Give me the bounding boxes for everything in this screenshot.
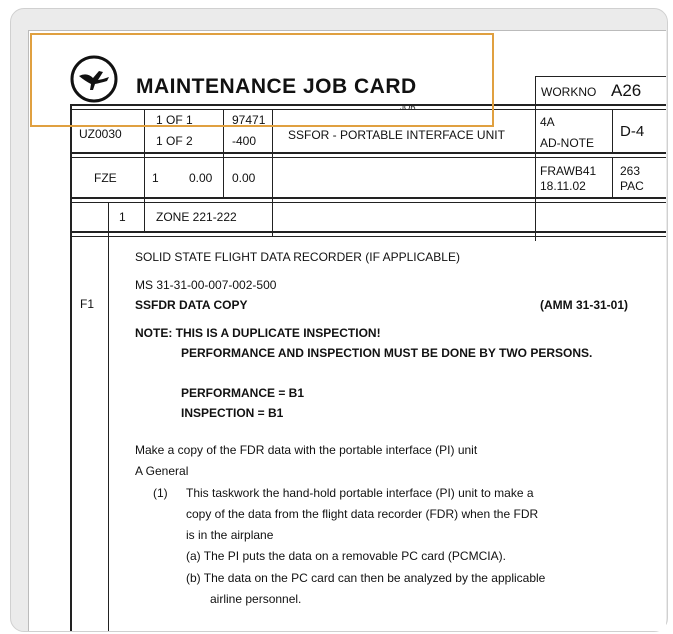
substep-b-line-2: airline personnel.	[210, 592, 302, 606]
station-cell: FZE	[94, 171, 117, 185]
amm-reference: (AMM 31-31-01)	[540, 298, 629, 312]
paragraph-1: Make a copy of the FDR data with the portable interface (PI) unit	[135, 443, 478, 457]
qty-cell: 1	[152, 171, 159, 185]
page-title: MAINTENANCE JOB CARD	[136, 75, 417, 98]
num-b-cell: -400	[232, 134, 257, 148]
row1-bottom-rule-2	[71, 157, 666, 158]
row2-bottom-rule	[71, 197, 666, 199]
col-divider-3	[272, 109, 273, 236]
ref-c-cell: D-4	[620, 123, 645, 140]
performance-line: PERFORMANCE = B1	[181, 386, 305, 400]
num-a-cell: 97471	[232, 113, 266, 127]
date-cell: 18.11.02	[540, 179, 586, 193]
zone-cell: ZONE 221-222	[156, 210, 237, 224]
table-top-rule	[71, 104, 666, 106]
substep-a: (a) The PI puts the data on a removable PC card (PCMCIA).	[186, 549, 506, 563]
ref-a-cell: 4A	[540, 115, 555, 129]
frawb-cell: FRAWB41	[540, 164, 597, 178]
step-line-1: This taskwork the hand-hold portable interface (PI) unit to make a	[186, 486, 534, 500]
note-line-1: NOTE: THIS IS A DUPLICATE INSPECTION!	[135, 326, 381, 340]
row1-bottom-rule	[71, 152, 666, 154]
table-top-rule-2	[71, 109, 666, 110]
workno-label: WORKNO	[541, 85, 597, 99]
crane-logo-icon	[69, 54, 119, 104]
time-a-cell: 0.00	[189, 171, 213, 185]
page-b-cell: 1 OF 2	[156, 134, 193, 148]
row3-bottom-rule-2	[71, 236, 666, 237]
col-divider-5	[612, 157, 613, 197]
paragraph-general: A General	[135, 464, 189, 478]
workno-value: A26	[611, 81, 642, 100]
right-column-divider	[535, 76, 536, 241]
step-line-3: is in the airplane	[186, 528, 274, 542]
time-b-cell: 0.00	[232, 171, 256, 185]
step-line-2: copy of the data from the flight data recorder (FDR) when the FDR	[186, 507, 539, 521]
substep-b-line-1: (b) The data on the PC card can then be analyzed by the applicable	[186, 571, 546, 585]
side-label: F1	[80, 297, 95, 311]
note-line-2: PERFORMANCE AND INSPECTION MUST BE DONE BY TWO PERSONS.	[181, 346, 593, 360]
description-cell: SSFOR - PORTABLE INTERFACE UNIT	[288, 128, 505, 142]
job-label: JOB	[400, 103, 416, 112]
item-cell: 1	[119, 210, 126, 224]
row3-bottom-rule	[71, 231, 666, 233]
row2-bottom-rule-2	[71, 202, 666, 203]
ref-b-cell: AD-NOTE	[540, 136, 594, 150]
inspection-line: INSPECTION = B1	[181, 406, 284, 420]
body-left-divider	[108, 202, 109, 631]
step-number: (1)	[153, 486, 168, 500]
code-cell: UZ0030	[79, 127, 122, 141]
col-divider-2	[223, 109, 224, 197]
left-border	[70, 104, 72, 631]
task-title: SSFDR DATA COPY	[135, 298, 248, 312]
page-a-cell: 1 OF 1	[156, 113, 193, 127]
col-divider-1	[144, 109, 145, 231]
col-divider-4	[612, 109, 613, 152]
count-cell: 263	[620, 164, 641, 178]
ms-reference: MS 31-31-00-007-002-500	[135, 278, 277, 292]
body-heading: SOLID STATE FLIGHT DATA RECORDER (IF APPLICABLE)	[135, 250, 460, 264]
workno-top-line	[535, 76, 666, 77]
pac-cell: PAC	[620, 179, 644, 193]
job-card-page	[28, 30, 666, 631]
